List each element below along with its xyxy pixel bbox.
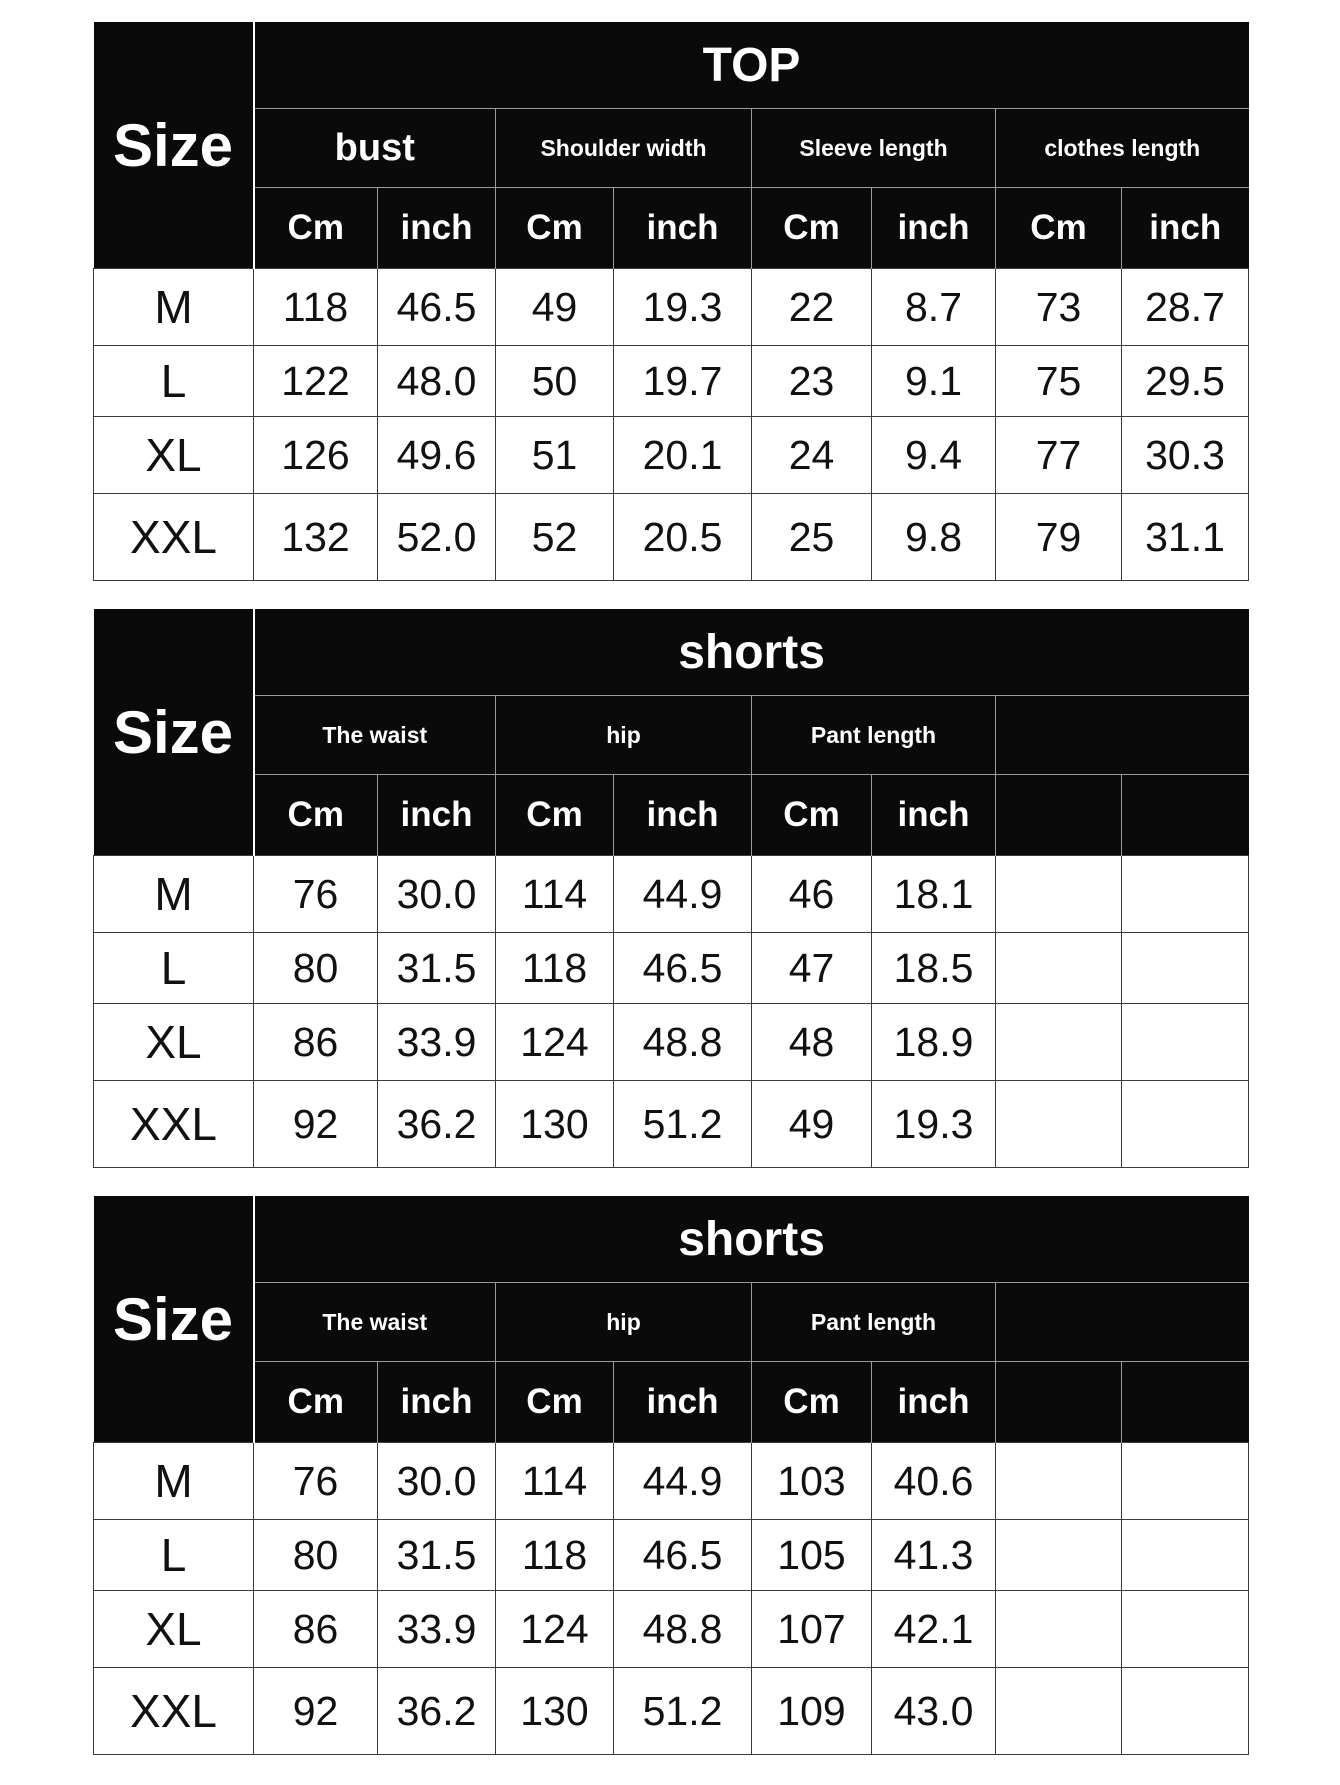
measurement-value: 18.1 — [872, 856, 996, 933]
measure-header: bust — [254, 109, 496, 188]
measurement-value: 24 — [752, 417, 872, 494]
measurement-value: 33.9 — [378, 1004, 496, 1081]
measure-header: Pant length — [752, 696, 996, 775]
measurement-value: 28.7 — [1122, 269, 1249, 346]
header-title-row — [94, 609, 1249, 696]
unit-header: inch — [872, 1362, 996, 1443]
measurement-value: 130 — [496, 1668, 614, 1755]
unit-header — [996, 775, 1122, 856]
measurement-value: 46.5 — [378, 269, 496, 346]
measurement-value: 31.5 — [378, 1520, 496, 1591]
measurement-value — [1122, 856, 1249, 933]
table-row — [94, 1004, 1249, 1081]
measurement-value: 92 — [254, 1668, 378, 1755]
measurement-value: 77 — [996, 417, 1122, 494]
measurement-value: 92 — [254, 1081, 378, 1168]
measurement-value: 73 — [996, 269, 1122, 346]
measurement-value: 80 — [254, 933, 378, 1004]
measurement-value: 18.9 — [872, 1004, 996, 1081]
measurement-value — [1122, 1081, 1249, 1168]
measurement-value: 50 — [496, 346, 614, 417]
measurement-value: 31.5 — [378, 933, 496, 1004]
measurement-value: 9.1 — [872, 346, 996, 417]
unit-header: Cm — [496, 188, 614, 269]
unit-header: inch — [872, 775, 996, 856]
table-title: TOP — [254, 22, 1249, 109]
header-measure-row — [94, 109, 1249, 188]
measurement-value: 103 — [752, 1443, 872, 1520]
table-row — [94, 1591, 1249, 1668]
measurement-value: 19.3 — [614, 269, 752, 346]
measurement-value: 86 — [254, 1004, 378, 1081]
unit-header — [1122, 1362, 1249, 1443]
unit-header: inch — [378, 1362, 496, 1443]
measure-header: The waist — [254, 1283, 496, 1362]
measurement-value: 47 — [752, 933, 872, 1004]
row-size-label: XL — [94, 1004, 254, 1081]
measurement-value: 22 — [752, 269, 872, 346]
size-header: Size — [94, 22, 254, 269]
measurement-value: 48.8 — [614, 1004, 752, 1081]
measurement-value: 118 — [496, 933, 614, 1004]
measurement-value: 9.4 — [872, 417, 996, 494]
measurement-value: 114 — [496, 856, 614, 933]
measurement-value — [996, 933, 1122, 1004]
measurement-value: 49 — [496, 269, 614, 346]
measurement-value: 51.2 — [614, 1081, 752, 1168]
measurement-value: 105 — [752, 1520, 872, 1591]
unit-header: inch — [1122, 188, 1249, 269]
measurement-value — [996, 1081, 1122, 1168]
measurement-value: 76 — [254, 1443, 378, 1520]
unit-header: Cm — [752, 775, 872, 856]
measurement-value: 79 — [996, 494, 1122, 581]
measurement-value: 124 — [496, 1004, 614, 1081]
measurement-value: 23 — [752, 346, 872, 417]
measurement-value: 20.5 — [614, 494, 752, 581]
measurement-value: 114 — [496, 1443, 614, 1520]
measurement-value: 126 — [254, 417, 378, 494]
size-table — [93, 1196, 1249, 1755]
measurement-value: 132 — [254, 494, 378, 581]
measurement-value: 25 — [752, 494, 872, 581]
unit-header: Cm — [752, 188, 872, 269]
table-row — [94, 1668, 1249, 1755]
measurement-value: 46.5 — [614, 1520, 752, 1591]
measure-header: hip — [496, 696, 752, 775]
measurement-value: 9.8 — [872, 494, 996, 581]
measurement-value: 80 — [254, 1520, 378, 1591]
header-measure-row — [94, 696, 1249, 775]
header-measure-row — [94, 1283, 1249, 1362]
unit-header — [1122, 775, 1249, 856]
size-table — [93, 22, 1249, 581]
row-size-label: XXL — [94, 1081, 254, 1168]
table-row — [94, 1520, 1249, 1591]
row-size-label: L — [94, 346, 254, 417]
measurement-value: 46 — [752, 856, 872, 933]
row-size-label: M — [94, 1443, 254, 1520]
measurement-value: 8.7 — [872, 269, 996, 346]
unit-header: Cm — [496, 775, 614, 856]
unit-header: Cm — [254, 1362, 378, 1443]
measurement-value: 48.0 — [378, 346, 496, 417]
table-row — [94, 1081, 1249, 1168]
row-size-label: XXL — [94, 1668, 254, 1755]
unit-header: Cm — [254, 188, 378, 269]
row-size-label: M — [94, 856, 254, 933]
measurement-value: 30.3 — [1122, 417, 1249, 494]
measurement-value — [996, 1004, 1122, 1081]
measurement-value: 36.2 — [378, 1668, 496, 1755]
unit-header — [996, 1362, 1122, 1443]
measurement-value: 48.8 — [614, 1591, 752, 1668]
measurement-value: 124 — [496, 1591, 614, 1668]
size-header: Size — [94, 609, 254, 856]
unit-header: inch — [614, 775, 752, 856]
row-size-label: L — [94, 1520, 254, 1591]
table-row — [94, 933, 1249, 1004]
measurement-value: 19.7 — [614, 346, 752, 417]
measurement-value: 41.3 — [872, 1520, 996, 1591]
row-size-label: XL — [94, 1591, 254, 1668]
measure-header: Shoulder width — [496, 109, 752, 188]
unit-header: inch — [614, 1362, 752, 1443]
header-unit-row — [94, 188, 1249, 269]
measure-header: Sleeve length — [752, 109, 996, 188]
measurement-value: 43.0 — [872, 1668, 996, 1755]
table-row — [94, 269, 1249, 346]
measurement-value: 52 — [496, 494, 614, 581]
measurement-value: 31.1 — [1122, 494, 1249, 581]
unit-header: Cm — [496, 1362, 614, 1443]
measurement-value: 122 — [254, 346, 378, 417]
measurement-value — [1122, 1520, 1249, 1591]
header-unit-row — [94, 775, 1249, 856]
measurement-value: 51 — [496, 417, 614, 494]
table-row — [94, 346, 1249, 417]
measurement-value — [1122, 1668, 1249, 1755]
measurement-value: 46.5 — [614, 933, 752, 1004]
measurement-value: 29.5 — [1122, 346, 1249, 417]
table-row — [94, 417, 1249, 494]
measurement-value: 49.6 — [378, 417, 496, 494]
measurement-value: 75 — [996, 346, 1122, 417]
measurement-value: 30.0 — [378, 856, 496, 933]
measurement-value: 86 — [254, 1591, 378, 1668]
row-size-label: XL — [94, 417, 254, 494]
measurement-value — [1122, 1004, 1249, 1081]
measurement-value: 49 — [752, 1081, 872, 1168]
measurement-value: 19.3 — [872, 1081, 996, 1168]
header-title-row — [94, 22, 1249, 109]
size-table — [93, 609, 1249, 1168]
measure-header: Pant length — [752, 1283, 996, 1362]
measure-header — [996, 696, 1249, 775]
unit-header: Cm — [752, 1362, 872, 1443]
unit-header: Cm — [254, 775, 378, 856]
measurement-value: 44.9 — [614, 856, 752, 933]
size-header: Size — [94, 1196, 254, 1443]
measurement-value: 130 — [496, 1081, 614, 1168]
measurement-value: 48 — [752, 1004, 872, 1081]
measurement-value: 18.5 — [872, 933, 996, 1004]
measurement-value: 44.9 — [614, 1443, 752, 1520]
measurement-value: 118 — [496, 1520, 614, 1591]
measurement-value: 40.6 — [872, 1443, 996, 1520]
measure-header: clothes length — [996, 109, 1249, 188]
measurement-value — [996, 1443, 1122, 1520]
table-title: shorts — [254, 609, 1249, 696]
table-row — [94, 1443, 1249, 1520]
measurement-value — [996, 1591, 1122, 1668]
measurement-value: 118 — [254, 269, 378, 346]
header-unit-row — [94, 1362, 1249, 1443]
measurement-value — [1122, 933, 1249, 1004]
unit-header: inch — [614, 188, 752, 269]
measurement-value: 76 — [254, 856, 378, 933]
measure-header: The waist — [254, 696, 496, 775]
measurement-value — [1122, 1591, 1249, 1668]
measurement-value: 20.1 — [614, 417, 752, 494]
unit-header: Cm — [996, 188, 1122, 269]
measurement-value: 52.0 — [378, 494, 496, 581]
measurement-value: 30.0 — [378, 1443, 496, 1520]
measurement-value: 109 — [752, 1668, 872, 1755]
table-row — [94, 856, 1249, 933]
unit-header: inch — [378, 775, 496, 856]
measurement-value: 51.2 — [614, 1668, 752, 1755]
measurement-value — [996, 1668, 1122, 1755]
measure-header — [996, 1283, 1249, 1362]
measurement-value: 107 — [752, 1591, 872, 1668]
measurement-value — [996, 1520, 1122, 1591]
row-size-label: XXL — [94, 494, 254, 581]
measurement-value — [996, 856, 1122, 933]
measurement-value: 33.9 — [378, 1591, 496, 1668]
row-size-label: L — [94, 933, 254, 1004]
row-size-label: M — [94, 269, 254, 346]
unit-header: inch — [872, 188, 996, 269]
unit-header: inch — [378, 188, 496, 269]
table-title: shorts — [254, 1196, 1249, 1283]
table-row — [94, 494, 1249, 581]
measurement-value: 36.2 — [378, 1081, 496, 1168]
measurement-value: 42.1 — [872, 1591, 996, 1668]
header-title-row — [94, 1196, 1249, 1283]
measure-header: hip — [496, 1283, 752, 1362]
measurement-value — [1122, 1443, 1249, 1520]
